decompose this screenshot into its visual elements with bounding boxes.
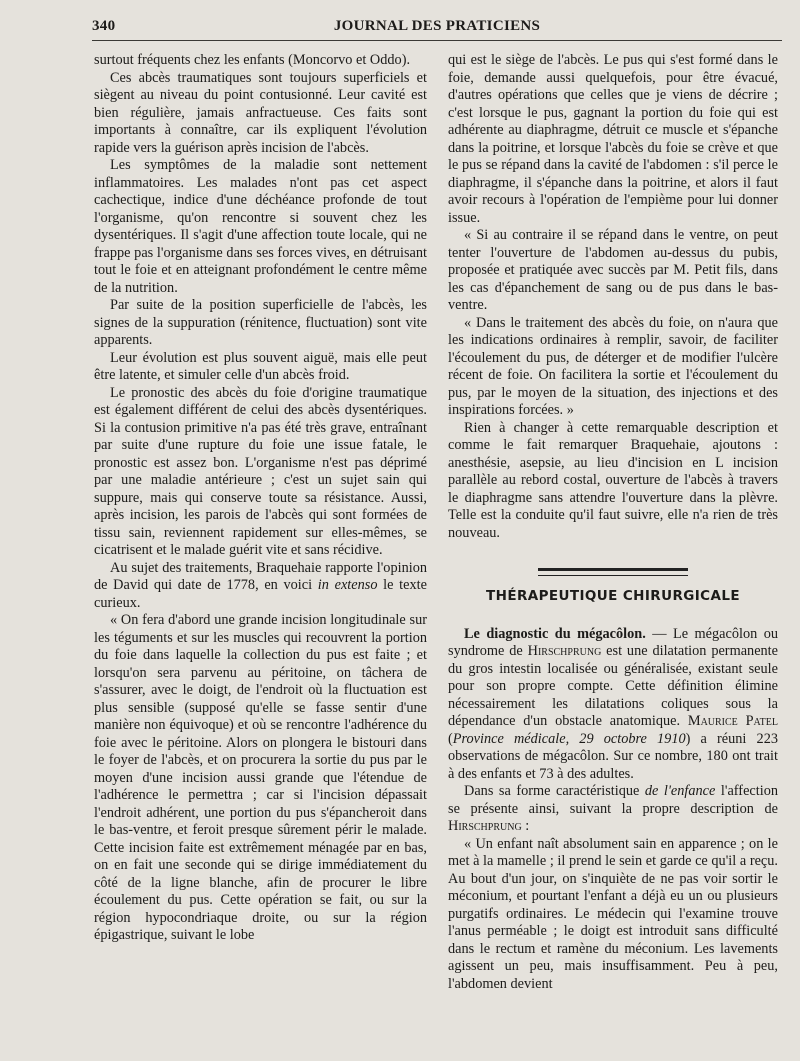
paragraph: surtout fréquents chez les enfants (Moncorvo et Oddo).	[94, 52, 411, 68]
paragraph: Les symptômes de la maladie sont nettement inflammatoires. Les malades n'ont pas cet aspect cachectique, indice d'une déchéance profonde de tout l'organisme, qu'on rencontre si souvent chez les dysentériques. Il s'agit d'une affection toute locale, qui ne frappe pas l'organisme dans ses forces vives, en détruisant tout le foie et en atteignant profondément le centre même de la nutrition.	[94, 157, 427, 296]
paragraph-david	[94, 560, 427, 613]
paragraph: Rien à changer à cette remarquable description et comme le fait remarquer Braquehaie, ajoutons : anesthésie, asepsie, au lieu d'incision en L incision parallèle au rebord costal, ouverture de l'abcès à travers le diaphragme sans attendre l'ouverture dans la plèvre. Telle est la conduite qu'il faut suivre, elle n'a rien de très nouveau.	[448, 419, 778, 541]
citation: Province médicale, 29 octobre 1910	[452, 730, 686, 747]
text-run: le texte curieux.	[94, 577, 427, 611]
text-run: :	[521, 818, 530, 834]
paragraph: Ces abcès traumatiques sont toujours superficiels et siègent au niveau du point contusionné. Leur cavité est bien régulière, jamais anfractueuse. Ces faits sont importants à connaître, car ils expliquent l'évolution rapide vers la guérison après incision de l'abcès.	[94, 69, 427, 156]
text-run: a réuni 223 observations de mégacôlon. Sur ce nombre, 180 ont trait à des enfants et 73 à des adultes.	[448, 730, 778, 782]
author-name: Hirschprung	[448, 818, 522, 834]
page-number: 340	[92, 18, 116, 34]
paragraph: « Si au contraire il se répand dans le ventre, on peut tenter l'ouverture de l'abdomen au-dessus du pubis, proposée et pratiquée avec succès par M. Petit fils, dans les cas d'épanchement de sang ou de pus dans le bas-ventre.	[448, 227, 778, 313]
text-run: Dans sa forme caractéristique	[464, 783, 645, 799]
section-heading: THÉRAPEUTIQUE CHIRURGICALE	[486, 588, 740, 604]
paragraph: Le pronostic des abcès du foie d'origine traumatique est également différent de celui des abcès dysentériques. Si la contusion primitive n'a pas été très grave, entraînant par suite d'une rupture du foie une issue fatale, le pronostic est assez bon. L'organisme n'est pas déprimé par une maladie antérieure ; c'est un sujet sain qui suppure, mais qui conserve toute sa résistance. Aussi, après incision, les parois de l'abcès qui sont formées de tissu sain, reviennent rapidement sur elles-mêmes, se cicatrisent et le malade guérit vite et sans récidive.	[94, 384, 427, 558]
text-run: (	[448, 730, 453, 747]
paragraph-enfance	[448, 783, 778, 836]
paragraph-quote: « On fera d'abord une grande incision longitudinale sur les téguments et sur les muscles qui recouvrent la portion du foie dans laquelle la collection du pus est faite ; et lorsqu'on sera parvenu au péritoine, on tâchera de s'assurer, avec le doigt, de l'endroit où la fluctuation est plus sensible (supposé qu'elle se fasse sentir d'une manière non équivoque) et où se rencontre l'adhérence du foie avec le péritoine. Alors on plongera le bistouri dans le foyer de l'abcès, et on procurera la sortie du pus par le moyen d'une incision aussi grande que l'étendue de l'adhérence le permettra ; car si l'incision dépassait l'endroit adhérent, une portion du pus s'épancheroit dans le bas-ventre, et feroit presque sûrement périr le malade. Cette incision faite est extrêmement ménagée par en bas, on en fait une seconde qui se dirige immédiatement du côté de la ligne blanche, afin de procurer le libre écoulement du pus. Cette opération se fait, ou sur la région hypocondriaque droite, ou sur la région épigastrique, suivant le lobe	[94, 612, 427, 943]
text-run: Au sujet des traitements, Braquehaie rapporte l'opinion de David qui date de 1778, en voici	[94, 559, 427, 593]
article-title: Le diagnostic du mégacôlon.	[464, 625, 646, 642]
paragraph: qui est le siège de l'abcès. Le pus qui s'est formé dans le foie, demande aussi quelquefois, pour être évacué, d'autres opérations que celles que je viens de décrire ; c'est lorsque le pus, gagnant la portion du foie qui est adhérente au diaphragme, détruit ce muscle et s'épanche dans la poitrine, et lorsque l'abcès du foie se crève et que le pus se répand dans la cavité de l'abdomen : s'il perce le diaphragme, il s'épanche dans la poitrine, et alors il faut avoir recours à l'opération de l'empième pour lui donner issue.	[448, 52, 778, 226]
text-run: )	[685, 730, 691, 747]
paragraph: « Dans le traitement des abcès du foie, on n'aura que les indications ordinaires à remplir, savoir, de faciliter l'écoulement du pus, de déterger et de modifier l'ulcère récent de foie. On facilitera la sortie et l'écoulement du pus, par le moyen de la situation, des injections et des inspirations forcées. »	[448, 314, 778, 418]
journal-title: JOURNAL DES PRATICIENS	[333, 18, 541, 34]
paragraph: Par suite de la position superficielle de l'abcès, les signes de la suppuration (rénitence, fluctuation) sont vite apparents.	[94, 297, 427, 348]
author-name: Hirschprung	[527, 643, 602, 659]
paragraph: Leur évolution est plus souvent aiguë, mais elle peut être latente, et simuler celle d'un abcès froid.	[94, 349, 427, 383]
paragraph-quote: « Un enfant naît absolument sain en apparence ; on le met à la mamelle ; il prend le sein et garde ce qu'il a reçu. Au bout d'un jour, on s'inquiète de ne pas voir sortir le méconium, et pourtant l'enfant a déjà eu un ou plusieurs purgatifs ordinaires. Le médecin qui l'examine trouve l'anus perméable ; le doigt est introduit sans difficulté dans le rectum et ramène du méconium. Les lavements agissent un peu, mais insuffisamment. Peu à peu, l'abdomen devient	[448, 835, 778, 992]
article-intro	[448, 626, 778, 784]
text-run: est une dilatation permanente du gros intestin localisée ou généralisée, existant seule pour son propre compte. Cette définition élimine nécessairement les dilatations coliques sous la dépendance d'un obstacle anatomique.	[448, 643, 778, 729]
author-name: Maurice Patel	[687, 713, 778, 729]
italic-run: in extenso	[317, 577, 378, 593]
italic-run: de l'enfance	[644, 783, 716, 799]
page-header	[92, 14, 782, 41]
double-rule	[538, 568, 688, 576]
right-column	[448, 52, 778, 993]
left-column	[94, 52, 427, 945]
text-run: l'affection se présente ainsi, suivant la propre description de	[448, 783, 779, 817]
text-run: — Le mégacôlon ou syndrome de	[448, 625, 778, 659]
section-divider	[448, 568, 778, 576]
